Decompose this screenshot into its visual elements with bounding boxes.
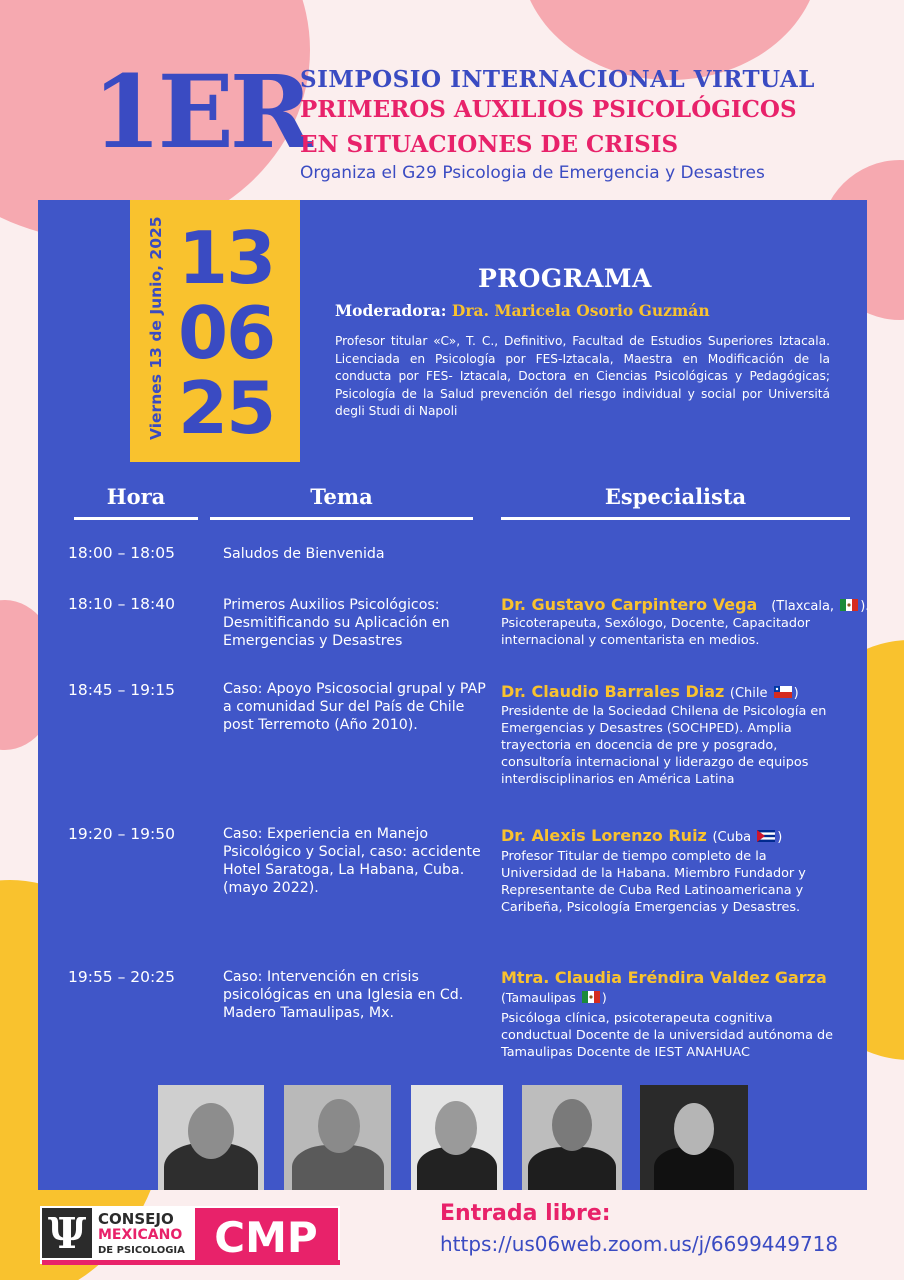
row-topic: Primeros Auxilios Psicológicos: Desmitificando su Aplicación en Emergencias y Desastres: [223, 597, 450, 649]
column-especialista: Especialista: [604, 484, 747, 509]
moderator-label: Moderadora:: [335, 301, 447, 320]
moderator-line: [335, 301, 710, 320]
moderator-name: Dra. Maricela Osorio Guzmán: [451, 301, 710, 320]
specialist-bio: Profesor Titular de tiempo completo de la Universidad de la Habana. Miembro Fundador y Representante de Cuba Red Latinoamericana y Caribeña, Psicología Emergencias y Desastres.: [501, 849, 806, 915]
logo-text-mexicano: MEXICANO: [98, 1227, 183, 1243]
svg-text:Ψ: Ψ: [47, 1209, 87, 1258]
row-time: 18:00 – 18:05: [68, 544, 175, 562]
zoom-link[interactable]: https://us06web.zoom.us/j/6699449718: [440, 1232, 839, 1256]
mexico-flag-icon: [840, 599, 858, 611]
row-topic: Caso: Apoyo Psicosocial grupal y PAP a comunidad Sur del País de Chile post Terremoto (Año 2010).: [223, 681, 486, 733]
date-vertical: Viernes 13 de Junio, 2025: [147, 216, 165, 440]
event-title-line2: PRIMEROS AUXILIOS PSICOLÓGICOS: [300, 96, 797, 123]
date-day: 13: [178, 216, 275, 300]
row-time: 18:45 – 19:15: [68, 681, 175, 699]
speaker-photo: [522, 1085, 622, 1190]
column-hora: Hora: [106, 484, 166, 509]
specialist-bio: Psicoterapeuta, Sexólogo, Docente, Capacitador internacional y comentarista en medios.: [501, 616, 811, 648]
row-time: 19:20 – 19:50: [68, 825, 175, 843]
location-text: (Tlaxcala,: [771, 599, 835, 614]
specialist-name: [501, 595, 869, 614]
column-hora-underline: [74, 517, 198, 520]
specialist-name: [501, 826, 782, 845]
edition-number: 1ER: [92, 53, 309, 171]
column-tema-underline: [210, 517, 473, 520]
location-text: (Cuba: [712, 830, 752, 845]
organizer-text: Organiza el G29 Psicologia de Emergencia y Desastres: [300, 163, 765, 183]
specialist-name: [501, 682, 799, 701]
row-topic: Caso: Experiencia en Manejo Psicológico y Social, caso: accidente Hotel Saratoga, La Habana, Cuba. (mayo 2022).: [223, 826, 481, 896]
specialist-location: [763, 599, 870, 614]
speaker-photo: [411, 1085, 503, 1190]
date-month: 06: [178, 291, 275, 375]
speaker-photo: [640, 1085, 748, 1190]
specialist-name-text: Dr. Gustavo Carpintero Vega: [501, 595, 758, 614]
mexico-flag-icon: [582, 991, 600, 1003]
moderator-bio: Profesor titular «C», T. C., Definitivo, Facultad de Estudios Superiores Iztacala. Licenciada en Psicología por FES-Iztacala, Maestra en Modificación de la conducta por FES- Iztacala, Doctora en Ciencias Psicológicas y Pedagógicas; Psicología de la Salud prevención del riesgo individual y social por Universitá degli Studi di Napoli: [335, 334, 830, 418]
logo-text-psicologia: DE PSICOLOGIA: [98, 1245, 185, 1256]
cmp-logo: [40, 1200, 340, 1268]
row-time: 18:10 – 18:40: [68, 595, 175, 613]
speaker-photo: [284, 1085, 391, 1190]
specialist-bio: Presidente de la Sociedad Chilena de Psicología en Emergencias y Desastres (SOCHPED). Amplia trayectoria en docencia de pre y posgrado, consultoría internacional y liderazgo de equipos interdisciplinarios en América Latina: [501, 704, 827, 787]
specialist-name-text: Dr. Alexis Lorenzo Ruiz: [501, 826, 707, 845]
logo-cmp: CMP: [214, 1213, 318, 1262]
specialist-location: [730, 686, 799, 701]
free-entry-label: Entrada libre:: [440, 1201, 611, 1226]
event-title-line3: EN SITUACIONES DE CRISIS: [300, 131, 679, 158]
chile-flag-icon: [774, 686, 792, 698]
program-title: PROGRAMA: [478, 264, 652, 293]
specialist-location: [501, 990, 607, 1005]
specialist-name-text: Dr. Claudio Barrales Diaz: [501, 682, 725, 701]
logo-text-consejo: CONSEJO: [98, 1210, 174, 1228]
date-year: 25: [178, 366, 275, 450]
cuba-flag-icon: [757, 830, 775, 842]
speaker-photo: [158, 1085, 264, 1190]
specialist-name: Mtra. Claudia Eréndira Valdez Garza: [501, 968, 827, 987]
column-tema: Tema: [310, 484, 373, 509]
location-text: (Tamaulipas: [501, 990, 576, 1005]
location-end: ).: [860, 599, 870, 614]
location-end: ): [793, 686, 799, 701]
row-topic: Saludos de Bienvenida: [223, 546, 385, 562]
location-end: ): [777, 830, 783, 845]
location-text: (Chile: [729, 686, 768, 701]
row-time: 19:55 – 20:25: [68, 968, 175, 986]
event-title-line1: SIMPOSIO INTERNACIONAL VIRTUAL: [300, 66, 815, 93]
row-topic: Caso: Intervención en crisis psicológicas en una Iglesia en Cd. Madero Tamaulipas, Mx.: [223, 969, 464, 1021]
location-end: ): [601, 990, 607, 1005]
specialist-bio: Psicóloga clínica, psicoterapeuta cognitiva conductual Docente de la universidad autónoma de Tamaulipas Docente de IEST ANAHUAC: [501, 1011, 834, 1060]
specialist-location: [712, 830, 782, 845]
column-especialista-underline: [501, 517, 850, 520]
